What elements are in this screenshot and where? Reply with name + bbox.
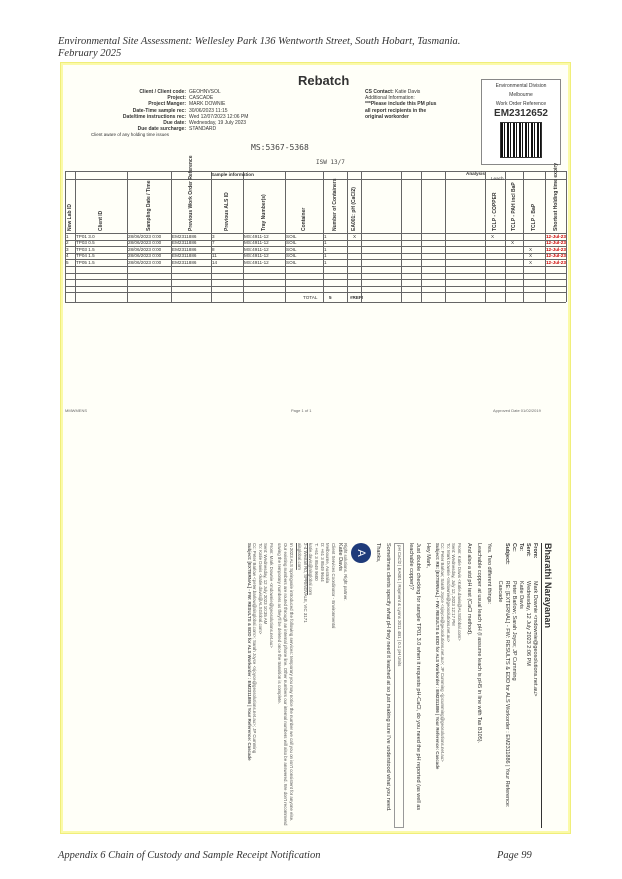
email-header-row <box>517 543 524 828</box>
table-cell: EM2311886 <box>172 253 197 259</box>
client-field-value: STANDARD <box>189 126 217 133</box>
table-cell: TP03 1.5 <box>76 246 95 252</box>
column-header: EA001: pH (CaCl2) <box>351 187 357 231</box>
signature-phone-t: T: +61 3 8549 9600 <box>314 543 320 581</box>
total-label: TOTAL <box>303 295 318 301</box>
analysis-mark: X <box>491 233 495 239</box>
email-greeting: Hey Mark, <box>425 543 432 569</box>
scanned-document <box>60 62 571 834</box>
analysis-mark: X <box>529 259 533 265</box>
table-cell: 1 <box>324 233 327 239</box>
email-header-value: Katie Davis <box>518 581 524 609</box>
table-cell: TP04 1.5 <box>76 253 95 259</box>
client-field-value: CASCADE <box>189 95 214 102</box>
table-cell: 28/06/2023 0:00 <box>128 253 162 259</box>
expiry-date: 12-Jul-23 <box>546 233 566 239</box>
cs-contact-value: Katie Davis <box>395 89 421 95</box>
email-thanks: Thanks, <box>375 543 382 563</box>
table-top-border <box>65 171 566 172</box>
table-cell: 7 <box>212 240 215 246</box>
pm-note-3: original workorder <box>365 113 409 120</box>
table-column-line <box>445 171 446 302</box>
analysis-mark: X <box>353 233 357 239</box>
table-column-line <box>421 171 422 302</box>
handwritten-initials: ISW 13/7 <box>316 159 345 166</box>
table-bottom-border <box>65 302 566 303</box>
leach-heading: Leach <box>491 176 504 181</box>
table-cell: 1 <box>324 246 327 252</box>
table-cell: EM2311886 <box>172 246 197 252</box>
signature-phone-d: D: +61 3 8549 9644 <box>319 543 325 582</box>
footer-caption: Appendix 6 Chain of Custody and Sample Receipt Notification <box>58 850 321 861</box>
analysis-mark: X <box>511 240 515 246</box>
table-cell: 28/06/2023 0:00 <box>128 259 162 265</box>
client-field-value: Wednesday, 19 July 2023 <box>189 120 247 127</box>
total-value: 5 <box>329 295 332 301</box>
client-field-label: Project: <box>167 95 186 102</box>
signature-role: Client Services Coordinator - Environmental <box>330 543 336 629</box>
email-header-value: RE: [EXTERNAL] - FW: RESULTS & EDD for ALS Workorder : EM2311886 | Your Reference: Cascade <box>497 580 510 808</box>
env-division-box <box>481 79 561 165</box>
column-header: TCLP - BaP <box>531 203 537 231</box>
email-header-key: Subject: <box>504 543 510 565</box>
table-cell: TP05 1.5 <box>76 259 95 265</box>
table-cell: SOIL <box>286 246 297 252</box>
table-cell: TP01 3.0 <box>76 233 95 239</box>
table-row-line <box>65 273 566 274</box>
email-method-table: pH CaCl2 | EA001 | Rayment & Lyons 2011 4B1 | 0.1 pH Units <box>394 543 404 828</box>
email-header-key: Sent: <box>525 543 531 557</box>
table-column-line <box>347 171 348 302</box>
signature-address: 2-4 Westall Rd, SPRINGVALE, VIC 3171 <box>302 543 308 623</box>
pm-note-1: ***Please include this PM plus <box>365 101 437 108</box>
analysis-mark: X <box>529 253 533 259</box>
table-cell: MS:4911-12 <box>244 259 269 265</box>
table-cell: SOIL <box>286 259 297 265</box>
email-body-2: Leachable copper at usual leach pH (I assume leach is pH5 in line with Tas B105). <box>476 543 482 744</box>
rebatch-form <box>61 63 570 435</box>
table-cell: 11 <box>212 253 217 259</box>
analysis-heading: Analysis <box>466 171 485 176</box>
expiry-date: 12-Jul-23 <box>546 246 566 252</box>
signature-website-link[interactable]: alsglobal.com <box>297 543 303 570</box>
client-info-block <box>91 89 248 139</box>
email-header-key: From: <box>532 543 538 559</box>
column-header: Tray Number(s) <box>261 194 267 231</box>
email-cc-2: Cc: Peter Barlow; Sarah Joyce <sjoyce@geosolutions.net.au>; JP Cumming <jpcumming@geosolutions.net.au> <box>440 543 446 762</box>
additional-info-label: Additional Information: <box>365 95 415 102</box>
email-sender-name: Bharathi Narayanan <box>541 543 551 828</box>
email-subject-2: Subject: RE: [EXTERNAL] - FW: RESULTS & EDD for ALS Workorder : EM2311886 | Your Reference: Cascade <box>434 543 440 770</box>
table-cell: EM2311886 <box>172 233 197 239</box>
table-cell: 1 <box>324 240 327 246</box>
table-cell: 1 <box>324 259 327 265</box>
email-header-row <box>496 543 510 828</box>
email-header-row <box>531 543 538 828</box>
work-order-code: EM2312652 <box>494 108 548 119</box>
table-cell: SOIL <box>286 253 297 259</box>
column-header: Container <box>301 207 307 231</box>
client-field-label: Date/time instructions rec: <box>122 113 186 120</box>
table-cell: 28/06/2023 0:00 <box>128 240 162 246</box>
page-number: Page 99 <box>497 850 532 861</box>
email-from-3: From: Mark Downie <mdownie@geosolutions.net.au> <box>268 543 274 648</box>
table-column-line <box>523 171 524 302</box>
client-field-value: 30/06/2023 11:15 <box>189 107 228 114</box>
expiry-date: 12-Jul-23 <box>546 253 566 259</box>
env-division-line-3: Work Order Reference <box>495 101 547 107</box>
signature-location: Melbourne, Australia <box>325 543 331 584</box>
email-sent-3: Sent: Wednesday, 12 July 2023 10:35 AM <box>263 543 269 625</box>
table-column-line <box>505 171 506 302</box>
email-cc-3: Cc: Peter Barlow <peter.barlow@alsglobal.com>; Sarah Joyce <sjoyce@geosolutions.net.au>; JP Cumming <box>252 543 258 754</box>
analysis-mark: X <box>529 246 533 252</box>
als-logo-text: Right solutions. Right partner. <box>343 543 349 601</box>
email-header-row <box>510 543 517 828</box>
table-cell: 28/06/2023 0:00 <box>128 233 162 239</box>
qr-code <box>500 122 542 158</box>
email-subject-3: Subject: [EXTERNAL] - FW: RESULTS & EDD for ALS Workorder : EM2311886 | Your Reference: Cascade <box>246 543 252 761</box>
column-header: Client ID <box>98 210 104 231</box>
table-cell: 2 <box>66 240 69 246</box>
handwritten-tray-note: MS:5367-5368 <box>251 143 309 152</box>
client-field-label: Due date: <box>163 120 186 127</box>
table-cell: 5 <box>66 259 69 265</box>
client-field-label: Date-Time sample rec: <box>132 107 186 114</box>
form-footer-center: Page 1 of 1 <box>291 408 312 413</box>
rebatch-title: Rebatch <box>298 73 350 88</box>
table-cell: MS:4911-12 <box>244 240 269 246</box>
form-footer-left: MMWMENS <box>65 408 87 413</box>
table-cell: 14 <box>212 259 218 265</box>
table-cell: EM2311886 <box>172 240 197 246</box>
column-header: TCLP - COPPER <box>492 192 498 231</box>
table-cell: 3 <box>212 233 215 239</box>
ref-error-cell: #REF! <box>350 295 364 301</box>
client-field-label: Client / Client code: <box>139 89 186 95</box>
column-header: TCLP - PAH incl BaP <box>511 182 517 231</box>
column-header: Number of Containers <box>332 178 338 231</box>
client-field-value: MARK DOWNIE <box>189 101 226 108</box>
pm-note-2: all report recipients in the <box>365 107 427 114</box>
email-from-2: From: Katie Davis <Katie.davis@ALSGlobal.com> <box>457 543 462 641</box>
table-row-line <box>65 292 566 293</box>
form-footer-right: Approved Date 01/02/2019 <box>493 408 541 413</box>
client-note: Client aware of any holding time issues <box>91 132 170 138</box>
table-row-line <box>65 286 566 287</box>
header-line-1: Environmental Site Assessment: Wellesley Park 136 Wentworth Street, South Hobart, Tasmania. <box>58 36 461 47</box>
email-header-value: Wednesday, 12 July 2023 2:06 PM <box>525 581 531 666</box>
table-cell: 8 <box>212 246 215 252</box>
table-cell: 1 <box>324 253 327 259</box>
table-cell: SOIL <box>286 240 297 246</box>
sample-info-heading: Sample information <box>211 172 254 177</box>
table-column-line <box>361 171 362 302</box>
column-header: Sampling Date / Time <box>146 180 152 231</box>
signature-name: Katie Davis <box>336 543 343 571</box>
email-rotated-content <box>189 543 551 828</box>
client-field-value: GEOHNVSOL <box>189 89 221 95</box>
table-cell: EM2311886 <box>172 259 197 265</box>
als-logo: A <box>351 543 371 563</box>
expiry-date: 12-Jul-23 <box>546 240 566 246</box>
column-header: New Lab ID <box>67 204 73 231</box>
table-row-line <box>65 279 566 280</box>
email-headers <box>496 543 538 828</box>
client-field-label: Due date surcharge: <box>137 126 186 133</box>
table-cell: 4 <box>66 253 69 259</box>
signature-email-link[interactable]: katie.davis@alsglobal.com <box>308 543 314 596</box>
column-header: Previous Work Order Reference <box>188 155 194 231</box>
table-cell: 28/06/2023 0:00 <box>128 246 162 252</box>
email-disclaimer: In 2023 ALS Springvale introduced the following services: temporary you may notice the number we call you on isn't consistent for anyone else. Our existing numbers are routed through an internal phone line. Other numbers our internal numbers will also be answered. We don't recommend saving the temporary numbers as they'll be deleted once the transition is complete. <box>277 543 294 826</box>
email-note: Sometimes clients specify what pH they need it leached at so just making sure I've understood what you need. <box>385 543 392 812</box>
column-header: Previous ALS ID <box>224 192 230 231</box>
email-header-key: To: <box>518 543 524 552</box>
table-column-line <box>401 171 402 302</box>
env-division-line-1: Environmental Division <box>495 83 547 89</box>
table-cell: MS:4911-12 <box>244 233 269 239</box>
email-to-2: To: Mark Downie <mdownie@geosolutions.net.au> <box>445 543 451 643</box>
cs-contact-label: CS Contact: <box>365 89 394 95</box>
table-row-line <box>65 266 566 267</box>
email-header-value: Mark Downie <mdownie@geosolutions.net.au> <box>532 581 538 697</box>
table-column-line <box>485 171 486 302</box>
cs-contact-block <box>365 89 436 120</box>
email-header-value: Peter Barlow; Sarah Joyce; JP Cumming <box>511 581 517 681</box>
expiry-date: 12-Jul-23 <box>546 259 566 265</box>
table-cell: SOIL <box>286 233 297 239</box>
email-body-3: And also a std pH test (CaCl method). <box>466 543 472 636</box>
email-to-3: To: Katie Davis <katie.davis@ALSGlobal.com> <box>257 543 263 635</box>
email-header-key: Cc: <box>511 543 517 552</box>
header-line-2: February 2025 <box>58 48 122 59</box>
table-cell: MS:4911-12 <box>244 253 269 259</box>
table-cell: TP03 0.5 <box>76 240 95 246</box>
env-division-line-2: Melbourne <box>509 92 533 98</box>
table-cell: 3 <box>66 246 69 252</box>
table-cell: 1 <box>66 233 69 239</box>
email-printout <box>189 543 551 828</box>
client-field-value: Wed 12/07/2023 12:06 PM <box>189 113 249 120</box>
email-question: Just double checking for sample TP01 3.0 when it requests pH-CaCl, do you need the pH reported (as well as leachable copper)? <box>408 543 422 811</box>
email-header-row <box>524 543 531 828</box>
table-cell: MS:4911-12 <box>244 246 269 252</box>
page-header <box>58 36 460 60</box>
table-column-line <box>566 171 567 302</box>
email-sent-2: Sent: Wednesday, July 12, 2023 12:17 PM <box>451 543 457 626</box>
column-header: Shortest Holding time expiry <box>552 162 559 231</box>
client-field-label: Project Manger: <box>148 101 186 108</box>
email-body-1: Yes. Two different things: <box>486 543 492 605</box>
